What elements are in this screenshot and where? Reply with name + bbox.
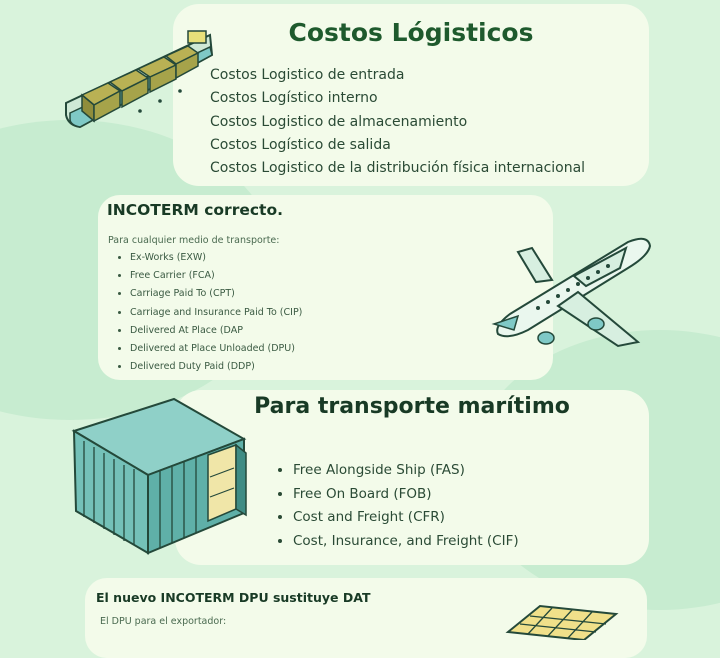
logistics-costs-list [210, 64, 585, 180]
list-item: • Carriage and Insurance Paid To (CIP) [130, 304, 302, 322]
list-item: Costos Logistico de almacenamiento [210, 113, 468, 130]
cargo-ship-icon [60, 25, 220, 135]
list-item: Costos Logístico interno [210, 90, 378, 107]
dpu-subtitle: El DPU para el exportador: [100, 616, 227, 627]
incoterm-subtitle: Para cualquier medio de transporte: [108, 235, 280, 246]
shipping-container-icon [68, 393, 248, 563]
list-item: • Free On Board (FOB) [293, 483, 519, 507]
list-item: • Ex-Works (EXW) [130, 249, 302, 267]
list-item: • Free Carrier (FCA) [130, 267, 302, 285]
maritime-title: Para transporte marítimo [254, 394, 570, 419]
list-item: • Cost, Insurance, and Freight (CIF) [293, 530, 519, 554]
wooden-crate-icon [500, 600, 620, 640]
list-item: • Delivered at Place Unloaded (DPU) [130, 340, 302, 358]
list-item: • Delivered Duty Paid (DDP) [130, 358, 302, 376]
list-item: • Free Alongside Ship (FAS) [293, 459, 519, 483]
list-item: • Carriage Paid To (CPT) [130, 285, 302, 303]
maritime-list [276, 459, 519, 553]
dpu-title: El nuevo INCOTERM DPU sustituye DAT [96, 590, 371, 605]
list-item: • Cost and Freight (CFR) [293, 506, 519, 530]
list-item: Costos Logistico de la distribución física internacional [210, 160, 586, 177]
logistics-costs-title: Costos Lógisticos [288, 18, 534, 47]
list-item: Costos Logístico de salida [210, 136, 391, 153]
incoterm-title: INCOTERM correcto. [107, 201, 283, 219]
list-item: Costos Logistico de entrada [210, 67, 405, 83]
list-item: • Delivered At Place (DAP [130, 322, 302, 340]
incoterm-list [116, 249, 302, 376]
airplane-icon [488, 220, 658, 360]
